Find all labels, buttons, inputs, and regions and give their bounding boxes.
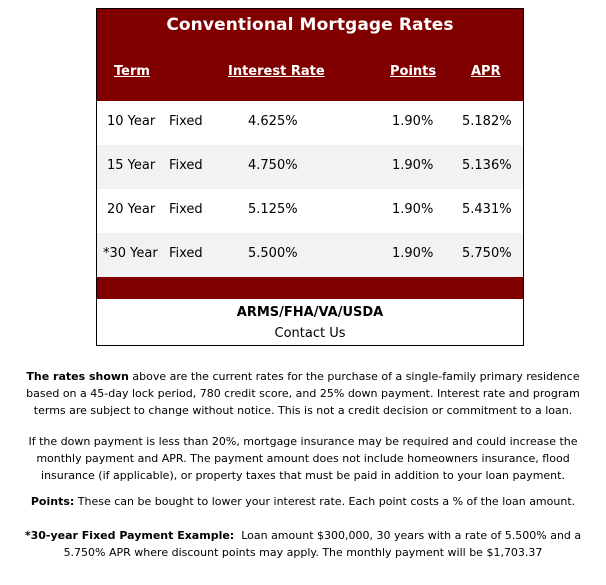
interest-rate-cell: 4.625% — [248, 114, 298, 129]
points-cell: 1.90% — [392, 114, 434, 129]
table-row — [97, 145, 523, 189]
table-row — [97, 101, 523, 145]
payment-example — [20, 527, 586, 561]
interest-rate-cell: 5.125% — [248, 202, 298, 217]
loan-type-cell: Fixed — [169, 158, 203, 173]
loan-type-cell: Fixed — [169, 202, 203, 217]
rates-disclaimer-body: above are the current rates for the purchase of a single-family primary residence based on a 45-day lock period, 780 credit score, and 25% down payment. Interest rate and program terms are subject to change without notice. This is not a credit decision or commitment to a loan. — [26, 370, 580, 417]
apr-cell: 5.136% — [462, 158, 512, 173]
term-cell: 20 Year — [107, 202, 156, 217]
points-disclaimer-body: These can be bought to lower your interest rate. Each point costs a % of the loan amount. — [74, 495, 576, 508]
other-programs-label: ARMS/FHA/VA/USDA — [236, 305, 384, 320]
apr-cell: 5.431% — [462, 202, 512, 217]
insurance-disclaimer: If the down payment is less than 20%, mortgage insurance may be required and could increase the monthly payment and APR. The payment amount does not include homeowners insurance, flood insurance (if applicable), or property taxes that must be paid in addition to your loan payment. — [28, 435, 578, 482]
interest-rate-cell: 5.500% — [248, 246, 298, 261]
column-header-interest-rate: Interest Rate — [228, 64, 325, 79]
loan-type-cell: Fixed — [169, 246, 203, 261]
rates-title: Conventional Mortgage Rates — [166, 15, 454, 35]
term-cell: 15 Year — [107, 158, 156, 173]
column-header-points: Points — [390, 64, 437, 79]
rates-disclaimer — [20, 368, 586, 419]
points-cell: 1.90% — [392, 246, 434, 261]
table-row — [97, 233, 523, 277]
points-cell: 1.90% — [392, 202, 434, 217]
rates-disclaimer-lead: The rates shown — [26, 370, 129, 383]
mortgage-rates-table — [96, 8, 524, 346]
points-disclaimer — [20, 493, 586, 510]
column-header-term: Term — [114, 64, 150, 79]
term-cell: 10 Year — [107, 114, 156, 129]
rates-header — [97, 9, 523, 101]
points-disclaimer-lead: Points: — [30, 495, 75, 508]
payment-example-lead: *30-year Fixed Payment Example: — [24, 529, 235, 542]
term-cell: *30 Year — [103, 246, 158, 261]
column-header-apr: APR — [471, 64, 501, 79]
loan-type-cell: Fixed — [169, 114, 203, 129]
contact-us-link[interactable]: Contact Us — [274, 326, 346, 341]
apr-cell: 5.182% — [462, 114, 512, 129]
footer-divider-band — [97, 277, 523, 299]
interest-rate-cell: 4.750% — [248, 158, 298, 173]
apr-cell: 5.750% — [462, 246, 512, 261]
points-cell: 1.90% — [392, 158, 434, 173]
payment-example-body: Loan amount $300,000, 30 years with a rate of 5.500% and a 5.750% APR where discount points may apply. The monthly payment will be $1,703.37 — [63, 529, 585, 559]
table-row — [97, 189, 523, 233]
